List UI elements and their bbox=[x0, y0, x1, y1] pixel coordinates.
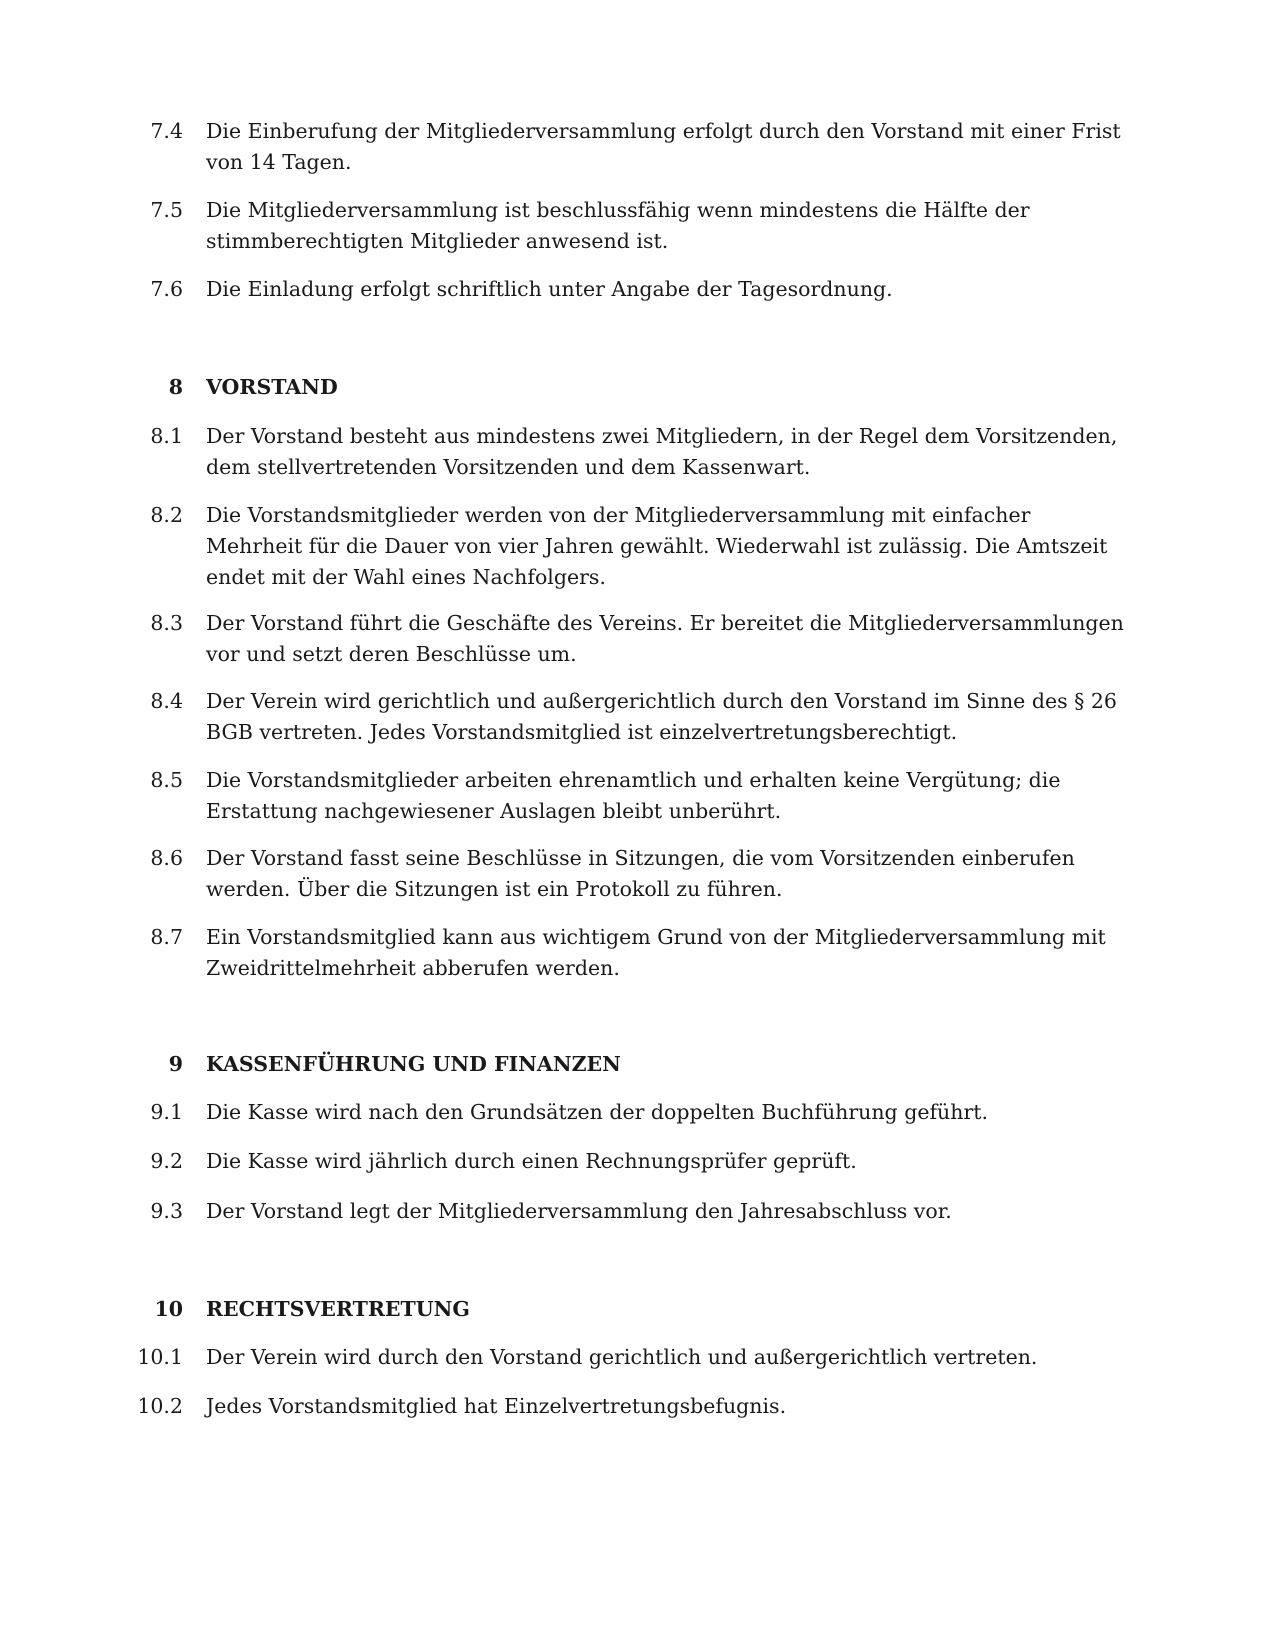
clause-number: 9.1 bbox=[150, 1100, 183, 1124]
clause-number: 9.3 bbox=[150, 1199, 183, 1223]
clause-number: 10.2 bbox=[137, 1394, 183, 1418]
clause-number: 7.6 bbox=[150, 277, 183, 301]
clause-text: Die Kasse wird jährlich durch einen Rechnungsprüfer geprüft. bbox=[206, 1149, 857, 1173]
clause-number: 8.4 bbox=[150, 689, 183, 713]
clause-number: 8.5 bbox=[150, 768, 183, 792]
clause-text: Der Verein wird durch den Vorstand gerichtlich und außergerichtlich vertreten. bbox=[206, 1345, 1038, 1369]
clause-number: 8.2 bbox=[150, 503, 183, 527]
section-number: 8 bbox=[168, 375, 183, 399]
clause-text: Der Vorstand besteht aus mindestens zwei Mitgliedern, in der Regel dem Vorsitzenden, dem stellvertretenden Vorsitzenden und dem Kassenwart. bbox=[206, 424, 1118, 479]
clause-text: Die Mitgliederversammlung ist beschlussfähig wenn mindestens die Hälfte der stimmberechtigten Mitglieder anwesend ist. bbox=[206, 198, 1030, 253]
clause-text: Jedes Vorstandsmitglied hat Einzelvertretungsbefugnis. bbox=[206, 1394, 787, 1418]
clause-text: Ein Vorstandsmitglied kann aus wichtigem Grund von der Mitgliederversammlung mit Zweidrittelmehrheit abberufen werden. bbox=[206, 925, 1106, 980]
clause-number: 8.6 bbox=[150, 846, 183, 870]
clause-number: 7.4 bbox=[150, 119, 183, 143]
clause-text: Die Kasse wird nach den Grundsätzen der doppelten Buchführung geführt. bbox=[206, 1100, 988, 1124]
clause-number: 8.3 bbox=[150, 611, 183, 635]
section-number: 9 bbox=[168, 1052, 183, 1076]
clause-number: 8.1 bbox=[150, 424, 183, 448]
clause-text: Die Einladung erfolgt schriftlich unter Angabe der Tagesordnung. bbox=[206, 277, 893, 301]
clause-text: Die Vorstandsmitglieder arbeiten ehrenamtlich und erhalten keine Vergütung; die Erstattung nachgewiesener Auslagen bleibt unberührt. bbox=[206, 768, 1061, 823]
clause-number: 8.7 bbox=[150, 925, 183, 949]
section-title: KASSENFÜHRUNG UND FINANZEN bbox=[206, 1052, 621, 1076]
section-title: RECHTSVERTRETUNG bbox=[206, 1297, 470, 1321]
clause-text: Der Verein wird gerichtlich und außergerichtlich durch den Vorstand im Sinne des § 26 BGB vertreten. Jedes Vorstandsmitglied ist einzelvertretungsberechtigt. bbox=[206, 689, 1117, 744]
clause-number: 10.1 bbox=[137, 1345, 183, 1369]
clause-text: Die Vorstandsmitglieder werden von der Mitgliederversammlung mit einfacher Mehrheit für die Dauer von vier Jahren gewählt. Wiederwahl ist zulässig. Die Amtszeit endet mit der Wahl eines Nachfolgers. bbox=[206, 503, 1108, 589]
section-title: VORSTAND bbox=[206, 375, 338, 399]
clause-number: 9.2 bbox=[150, 1149, 183, 1173]
clause-text: Der Vorstand legt der Mitgliederversammlung den Jahresabschluss vor. bbox=[206, 1199, 952, 1223]
clause-text: Die Einberufung der Mitgliederversammlung erfolgt durch den Vorstand mit einer Frist von 14 Tagen. bbox=[206, 119, 1121, 174]
clause-text: Der Vorstand führt die Geschäfte des Vereins. Er bereitet die Mitgliederversammlungen vor und setzt deren Beschlüsse um. bbox=[206, 611, 1124, 666]
clause-number: 7.5 bbox=[150, 198, 183, 222]
section-number: 10 bbox=[154, 1297, 183, 1321]
clause-text: Der Vorstand fasst seine Beschlüsse in Sitzungen, die vom Vorsitzenden einberufen werden. Über die Sitzungen ist ein Protokoll zu führen. bbox=[206, 846, 1075, 901]
